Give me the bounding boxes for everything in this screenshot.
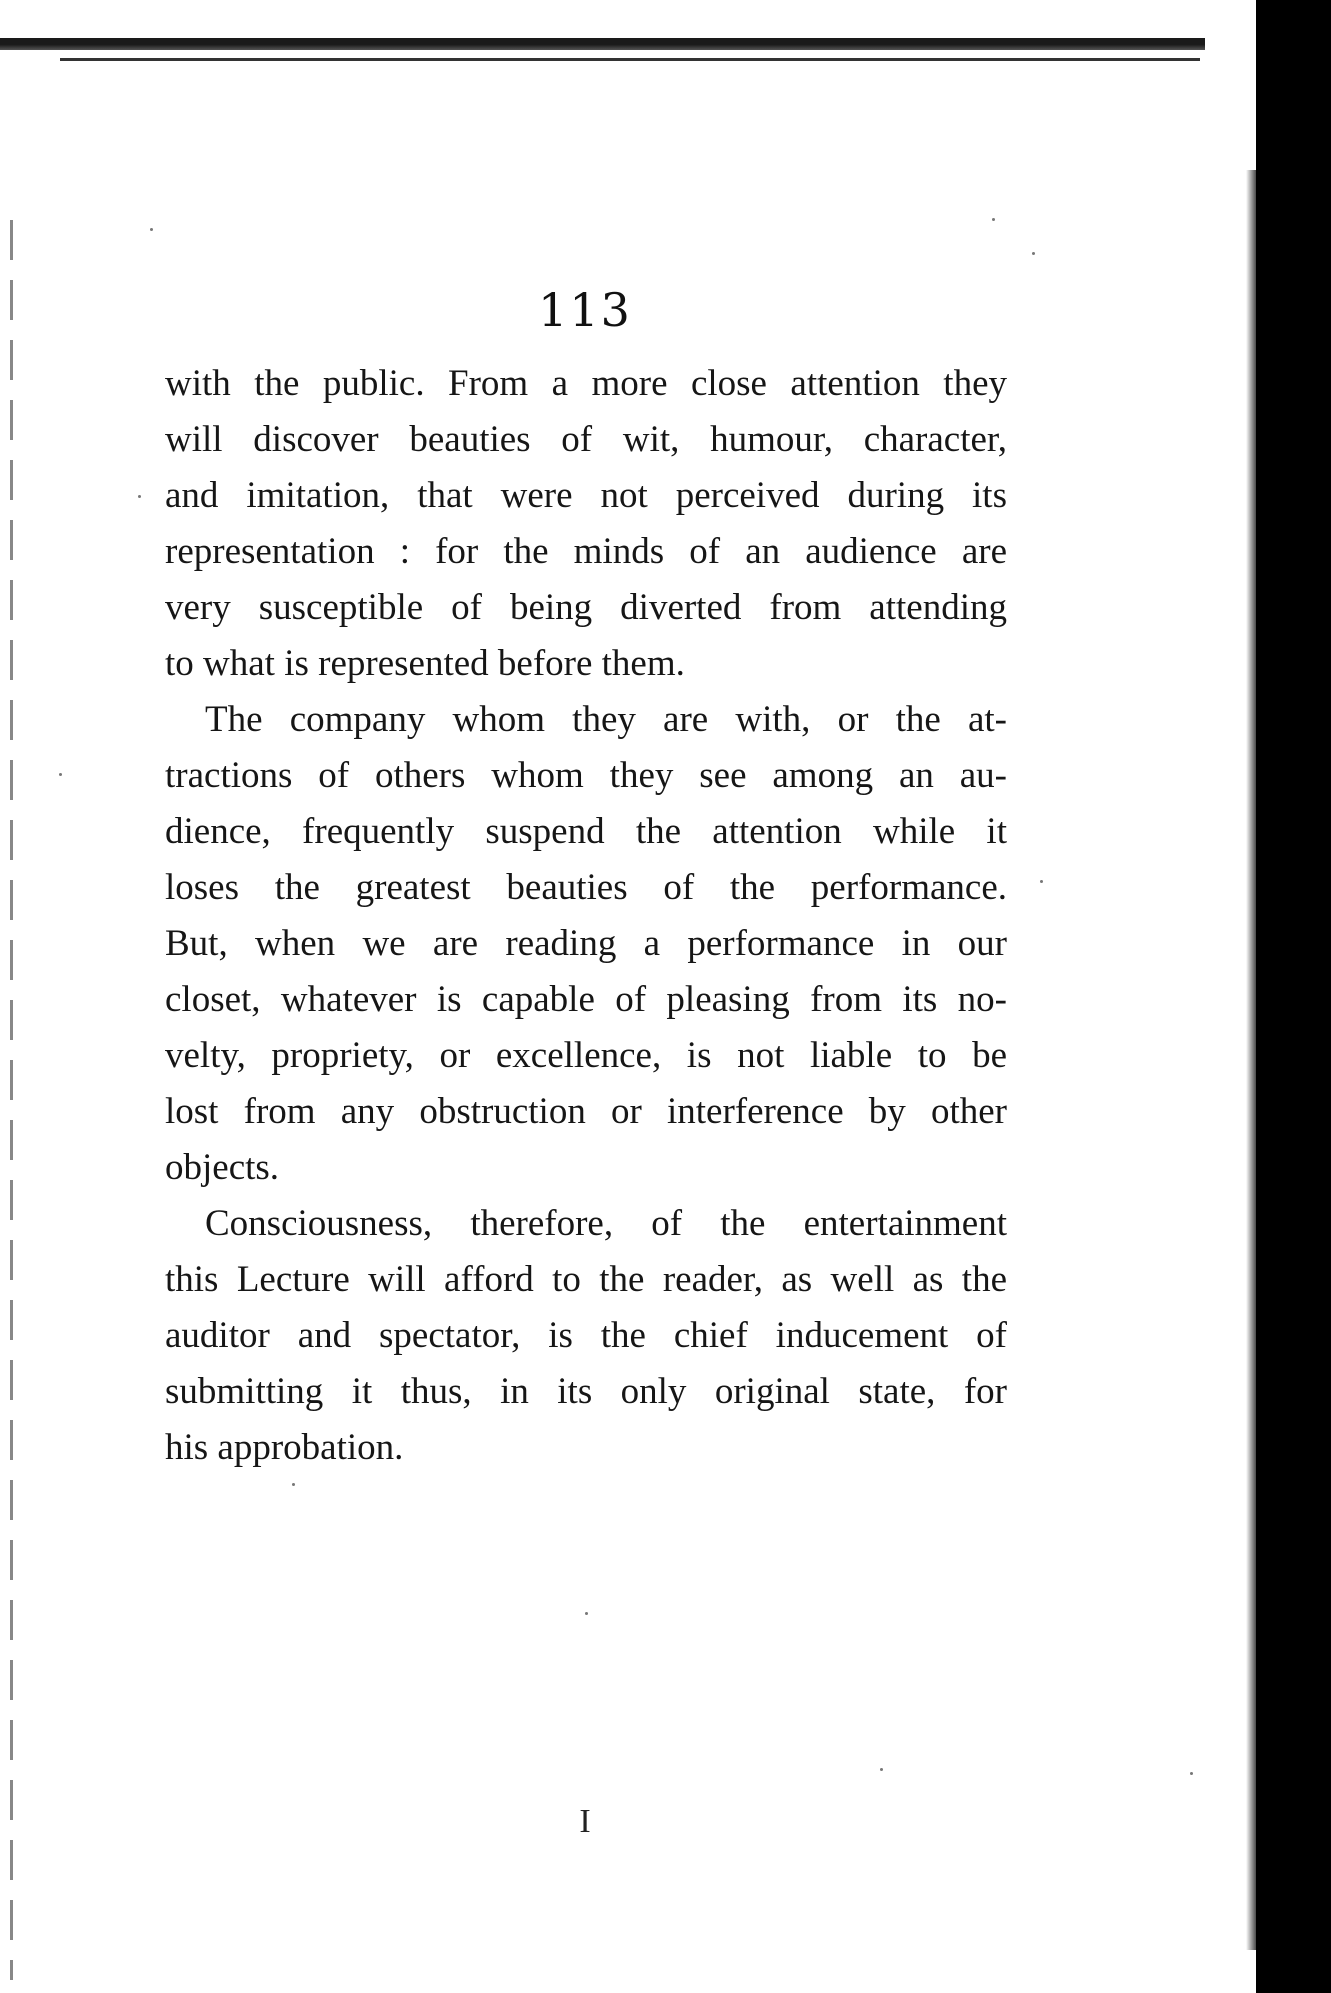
text-line: The company whom they are with, or the at- [205, 699, 1007, 740]
text-line: will discover beauties of wit, humour, character, [165, 419, 1007, 460]
scan-speck [880, 1768, 883, 1771]
page-number: 113 [538, 283, 632, 337]
text-line: with the public. From a more close attention they [165, 363, 1007, 404]
text-line: to what is represented before them. [165, 643, 685, 684]
scan-top-rule [0, 38, 1205, 50]
scan-speck [1032, 252, 1035, 255]
text-line: very susceptible of being diverted from attending [165, 587, 1007, 628]
text-line: and imitation, that were not perceived during its [165, 475, 1007, 516]
text-line: velty, propriety, or excellence, is not liable to be [165, 1035, 1007, 1076]
paragraph [165, 356, 1007, 692]
text-line: But, when we are reading a performance in our [165, 923, 1007, 964]
scan-speck [1040, 880, 1043, 883]
text-line: dience, frequently suspend the attention while it [165, 811, 1007, 852]
scan-speck [585, 1612, 588, 1615]
scan-speck [1190, 1772, 1193, 1775]
body-text [165, 356, 1007, 1476]
text-line: submitting it thus, in its only original state, for [165, 1371, 1007, 1412]
paragraph [165, 692, 1007, 1196]
text-line: representation : for the minds of an audience are [165, 531, 1007, 572]
text-line: tractions of others whom they see among an au- [165, 755, 1007, 796]
text-line: lost from any obstruction or interference by other [165, 1091, 1007, 1132]
scan-speck [138, 495, 141, 498]
text-line: objects. [165, 1147, 280, 1188]
text-line: closet, whatever is capable of pleasing from its no- [165, 979, 1007, 1020]
scan-speck [992, 218, 995, 221]
scan-speck [292, 1483, 295, 1486]
scan-top-rule-thin [60, 58, 1200, 61]
scan-left-edge [10, 220, 13, 1980]
text-line: loses the greatest beauties of the performance. [165, 867, 1007, 908]
text-line: auditor and spectator, is the chief inducement of [165, 1315, 1007, 1356]
paragraph [165, 1196, 1007, 1476]
scan-speck [150, 228, 153, 231]
signature-mark: I [579, 1803, 591, 1840]
text-line: his approbation. [165, 1427, 404, 1468]
scan-speck [59, 773, 62, 776]
text-line: Consciousness, therefore, of the entertainment [205, 1203, 1007, 1244]
text-line: this Lecture will afford to the reader, as well as the [165, 1259, 1007, 1300]
scan-right-edge [1256, 0, 1331, 1993]
